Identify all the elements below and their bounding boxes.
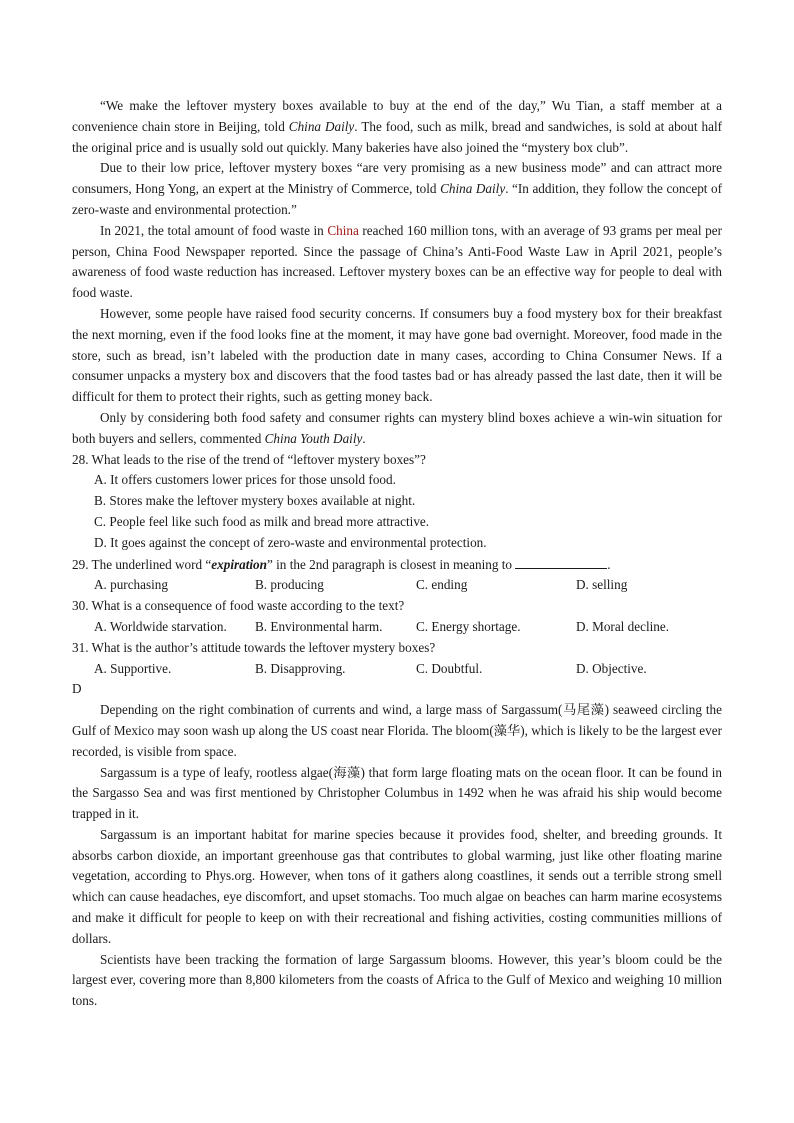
- option-b: B. producing: [255, 577, 324, 593]
- target-word: expiration: [211, 556, 267, 572]
- passage-c-paragraph-1: “We make the leftover mystery boxes available to buy at the end of the day,” Wu Tian, a staff member at a convenience chain store in Beijing, told China Daily. The food, such as milk, bread and sandwiches, is sold at about half the original price and is usually sold out quickly. Many bakeries have also joined the “mystery box club”.: [72, 98, 722, 155]
- option-c: C. Energy shortage.: [416, 618, 521, 634]
- options-row: [72, 659, 722, 680]
- option-b: B. Stores make the leftover mystery boxes available at night.: [94, 493, 416, 509]
- question-stem: 28. What leads to the rise of the trend of “leftover mystery boxes”?: [72, 451, 426, 467]
- document-page: [72, 96, 722, 1012]
- option-b: B. Environmental harm.: [255, 618, 383, 634]
- option-d: D. It goes against the concept of zero-waste and environmental protection.: [94, 534, 487, 550]
- source-china-youth-daily: China Youth Daily: [264, 430, 363, 446]
- option-a: A. purchasing: [94, 577, 168, 593]
- section-heading-d: D: [72, 681, 82, 697]
- source-china-daily: China Daily: [440, 181, 506, 197]
- passage-c-paragraph-4: However, some people have raised food security concerns. If consumers buy a food mystery box for their breakfast the next morning, even if the food looks fine at the moment, it may have gone bad overnight. Moreover, food made in the store, such as bread, isn’t labeled with the production date in many cases, according to China Consumer News. If a consumer unpacks a mystery box and discovers that the food tastes bad or has already passed the last date, then it will be difficult for them to protect their rights, such as getting money back.: [72, 305, 722, 405]
- question-stem: 29. The underlined word “expiration” in the 2nd paragraph is closest in meaning to .: [72, 554, 722, 576]
- option-a: A. Worldwide starvation.: [94, 618, 227, 634]
- options-row: [72, 575, 722, 596]
- answer-blank: [515, 554, 607, 569]
- passage-c-paragraph-3: In 2021, the total amount of food waste in China reached 160 million tons, with an average of 93 grams per meal per person, China Food Newspaper reported. Since the passage of China’s Anti-Food Waste Law in April 2021, people’s awareness of food waste reduction has increased. Leftover mystery boxes can be an effective way for people to deal with food waste.: [72, 222, 722, 301]
- option-c: C. ending: [416, 577, 468, 593]
- option-d: D. selling: [576, 577, 628, 593]
- passage-c-paragraph-2: Due to their low price, leftover mystery boxes “are very promising as a new business mode” and can attract more consumers, Hong Yong, an expert at the Ministry of Commerce, told China Daily. “In addition, they follow the concept of zero-waste and environmental protection.”: [72, 160, 723, 217]
- options-row: [72, 617, 722, 638]
- passage-d-paragraph-1: Depending on the right combination of currents and wind, a large mass of Sargassum(马尾藻) seaweed circling the Gulf of Mexico may soon wash up along the US coast near Florida. The bloom(藻华), which is likely to be the largest ever recorded, is visible from space.: [72, 702, 722, 759]
- passage-d-paragraph-4: Scientists have been tracking the formation of large Sargassum blooms. However, this year’s bloom could be the largest ever, covering more than 8,800 kilometers from the coasts of Africa to the Gulf of Mexico and weighing 10 million tons.: [72, 951, 722, 1009]
- option-b: B. Disapproving.: [255, 660, 346, 676]
- option-d: D. Objective.: [576, 660, 647, 676]
- option-a: A. Supportive.: [94, 660, 172, 676]
- source-china-daily: China Daily: [288, 118, 355, 134]
- passage-d-paragraph-3: Sargassum is an important habitat for marine species because it provides food, shelter, and breeding grounds. It absorbs carbon dioxide, an important greenhouse gas that contributes to global warming, just like other floating marine vegetation, according to Phys.org. However, when tons of it gathers along coastlines, it sends out a terrible strong smell which can cause headaches, eye discomfort, and upset stomachs. Too much algae on beaches can harm marine ecosystems and make it difficult for people to keep on with their recreational and fishing activities, costing communities millions of dollars.: [72, 826, 722, 946]
- question-31: [72, 638, 722, 680]
- option-c: C. People feel like such food as milk and bread more attractive.: [94, 513, 430, 529]
- option-a: A. It offers customers lower prices for those unsold food.: [94, 472, 396, 488]
- question-stem: 31. What is the author’s attitude towards the leftover mystery boxes?: [72, 639, 436, 655]
- question-30: [72, 596, 722, 638]
- option-c: C. Doubtful.: [416, 660, 483, 676]
- passage-d-paragraph-2: Sargassum is a type of leafy, rootless algae(海藻) that form large floating mats on the ocean floor. It can be found in the Sargasso Sea and was first mentioned by Christopher Columbus in 1492 when he was afraid his ship would become trapped in it.: [72, 764, 722, 822]
- question-stem: 30. What is a consequence of food waste according to the text?: [72, 598, 405, 614]
- question-28: [72, 450, 722, 554]
- highlighted-word-china: China: [327, 222, 359, 238]
- question-29: [72, 554, 722, 597]
- passage-c-paragraph-5: Only by considering both food safety and consumer rights can mystery blind boxes achieve a win-win situation for both buyers and sellers, commented China Youth Daily.: [72, 409, 722, 446]
- option-d: D. Moral decline.: [576, 618, 670, 634]
